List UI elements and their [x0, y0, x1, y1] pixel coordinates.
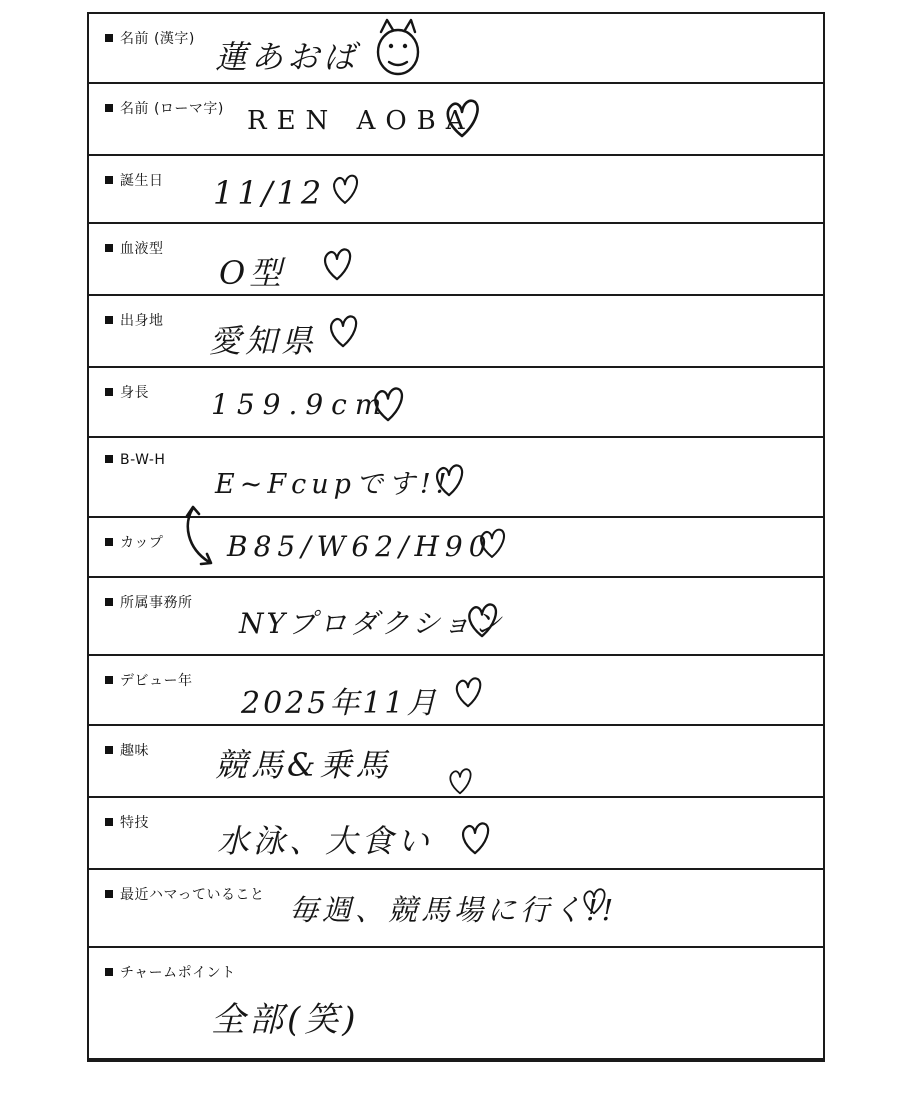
field-value: 159.9cm [211, 388, 390, 421]
field-value: B85/W62/H90 [227, 530, 493, 563]
heart-icon [433, 460, 465, 500]
heart-icon [581, 886, 607, 916]
profile-row-name-romaji [89, 84, 823, 156]
field-label: 特技 [105, 812, 149, 832]
profile-row-height [89, 368, 823, 438]
heart-icon [443, 96, 481, 140]
profile-row-recent-interest [89, 870, 823, 948]
field-label: 血液型 [105, 238, 164, 258]
field-label: 最近ハマっていること [105, 884, 264, 904]
field-value: 2025年11月 [241, 686, 440, 721]
profile-row-hobby [89, 726, 823, 798]
profile-row-debut [89, 656, 823, 726]
curved-arrow-icon [181, 504, 221, 574]
heart-icon [477, 526, 507, 560]
profile-row-charm-point [89, 948, 823, 1060]
field-label: 出身地 [105, 310, 164, 330]
field-value: 11/12 [213, 174, 326, 212]
field-label: デビュー年 [105, 670, 193, 690]
field-value: 蓮あおば [215, 38, 360, 76]
heart-icon [447, 766, 473, 796]
field-value: E~Fcupです!! [215, 469, 452, 500]
field-label: 名前 (漢字) [105, 28, 195, 48]
profile-row-birthplace [89, 296, 823, 368]
profile-row-skill [89, 798, 823, 870]
heart-icon [453, 672, 483, 712]
profile-row-birthday [89, 156, 823, 224]
heart-icon [327, 312, 359, 350]
field-value: 競馬&乗馬 [215, 746, 392, 784]
field-value: NYプロダクション [239, 607, 505, 640]
field-label: 身長 [105, 382, 149, 402]
field-value: REN AOBA [247, 106, 475, 136]
profile-sheet [87, 12, 825, 1062]
field-label: チャームポイント [105, 962, 236, 982]
heart-icon [371, 384, 405, 424]
profile-row-agency [89, 578, 823, 656]
field-value: 全部(笑) [211, 1000, 360, 1040]
heart-icon [329, 172, 361, 206]
field-label: カップ [105, 532, 163, 552]
field-label: 所属事務所 [105, 592, 193, 612]
field-value: O型 [219, 254, 286, 292]
field-label: 名前 (ローマ字) [105, 98, 224, 118]
field-value: 水泳、大食い [217, 822, 434, 860]
field-label: 誕生日 [105, 170, 164, 190]
heart-icon [321, 244, 353, 284]
field-value: 毎週、競馬場に行く!! [289, 893, 618, 927]
field-label: 趣味 [105, 740, 149, 760]
heart-icon [465, 598, 499, 642]
profile-row-name-kanji [89, 14, 823, 84]
profile-row-blood-type [89, 224, 823, 296]
field-label: B-W-H [105, 452, 165, 468]
field-value: 愛知県 [209, 322, 318, 360]
heart-icon [459, 816, 491, 860]
horse-face-doodle [371, 16, 427, 76]
